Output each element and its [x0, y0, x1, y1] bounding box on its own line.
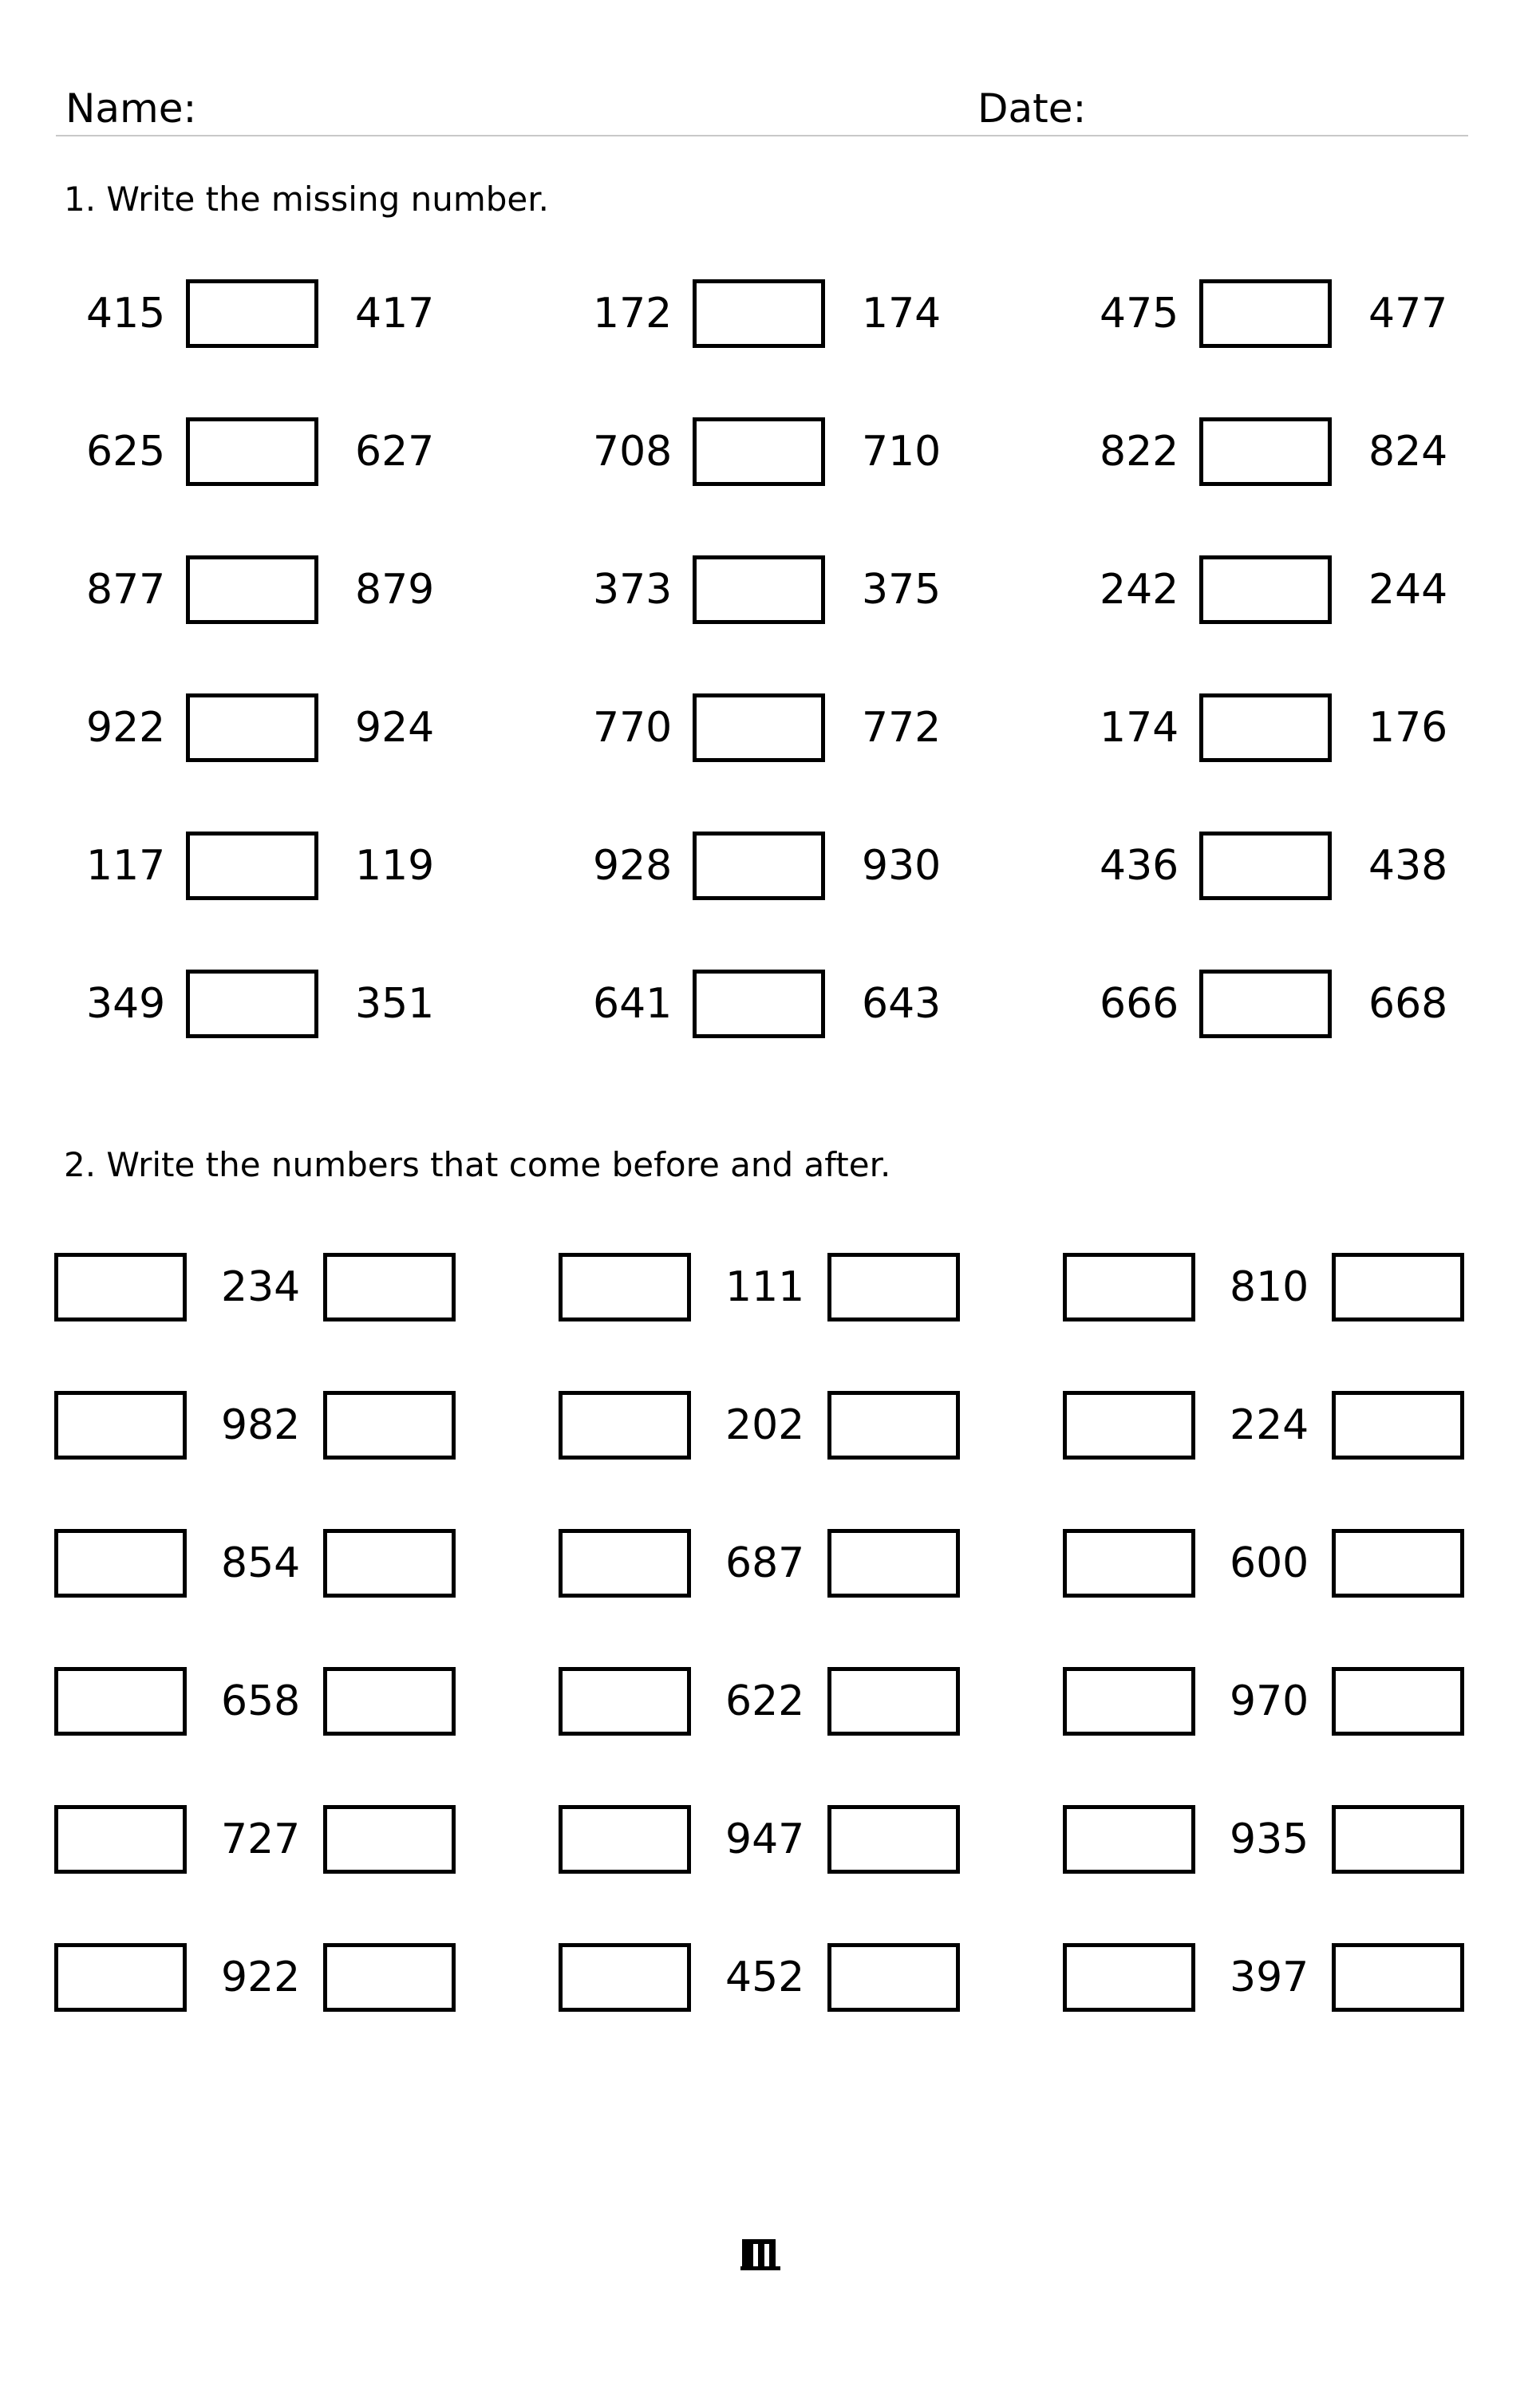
- after-number-box[interactable]: [827, 1805, 960, 1874]
- number-after: 477: [1368, 290, 1448, 338]
- number-before: 373: [593, 566, 673, 614]
- number-after: 417: [355, 290, 435, 338]
- before-number-box[interactable]: [54, 1943, 187, 2012]
- before-number-box[interactable]: [1063, 1529, 1195, 1598]
- given-number: 600: [1230, 1539, 1309, 1587]
- after-number-box[interactable]: [323, 1667, 456, 1736]
- before-number-box[interactable]: [54, 1805, 187, 1874]
- brand-logo-icon: [740, 2236, 780, 2271]
- missing-number-box[interactable]: [186, 832, 318, 900]
- number-after: 351: [355, 980, 435, 1028]
- number-after: 668: [1368, 980, 1448, 1028]
- given-number: 922: [221, 1954, 301, 2001]
- missing-number-box[interactable]: [1199, 417, 1332, 486]
- given-number: 970: [1230, 1677, 1309, 1725]
- given-number: 111: [725, 1263, 805, 1311]
- number-before: 349: [86, 980, 166, 1028]
- problem-row: [0, 1253, 1540, 1329]
- number-before: 641: [593, 980, 673, 1028]
- before-number-box[interactable]: [1063, 1943, 1195, 2012]
- given-number: 397: [1230, 1954, 1309, 2001]
- number-before: 242: [1100, 566, 1179, 614]
- problem-row: [0, 1805, 1540, 1882]
- before-number-box[interactable]: [559, 1529, 691, 1598]
- number-before: 708: [593, 428, 673, 476]
- problem-row: [0, 555, 1540, 632]
- after-number-box[interactable]: [1332, 1667, 1464, 1736]
- number-after: 119: [355, 842, 435, 890]
- after-number-box[interactable]: [1332, 1805, 1464, 1874]
- number-after: 772: [862, 704, 942, 752]
- missing-number-box[interactable]: [1199, 279, 1332, 348]
- number-before: 770: [593, 704, 673, 752]
- missing-number-box[interactable]: [186, 970, 318, 1038]
- header-divider: [56, 135, 1468, 136]
- before-number-box[interactable]: [54, 1667, 187, 1736]
- number-after: 824: [1368, 428, 1448, 476]
- after-number-box[interactable]: [323, 1943, 456, 2012]
- missing-number-box[interactable]: [186, 555, 318, 624]
- missing-number-box[interactable]: [1199, 555, 1332, 624]
- after-number-box[interactable]: [1332, 1253, 1464, 1321]
- missing-number-box[interactable]: [1199, 832, 1332, 900]
- after-number-box[interactable]: [827, 1253, 960, 1321]
- before-number-box[interactable]: [54, 1529, 187, 1598]
- before-number-box[interactable]: [559, 1667, 691, 1736]
- before-number-box[interactable]: [1063, 1667, 1195, 1736]
- number-after: 438: [1368, 842, 1448, 890]
- missing-number-box[interactable]: [693, 970, 825, 1038]
- given-number: 234: [221, 1263, 301, 1311]
- date-label: Date:: [977, 85, 1087, 132]
- before-number-box[interactable]: [559, 1253, 691, 1321]
- before-number-box[interactable]: [54, 1391, 187, 1460]
- after-number-box[interactable]: [323, 1253, 456, 1321]
- given-number: 202: [725, 1401, 805, 1449]
- missing-number-box[interactable]: [1199, 970, 1332, 1038]
- before-number-box[interactable]: [559, 1943, 691, 2012]
- problem-row: [0, 970, 1540, 1046]
- problem-row: [0, 693, 1540, 770]
- name-label: Name:: [65, 85, 197, 132]
- given-number: 854: [221, 1539, 301, 1587]
- before-number-box[interactable]: [1063, 1391, 1195, 1460]
- given-number: 947: [725, 1815, 805, 1863]
- number-before: 822: [1100, 428, 1179, 476]
- problem-row: [0, 1529, 1540, 1606]
- after-number-box[interactable]: [323, 1529, 456, 1598]
- after-number-box[interactable]: [827, 1667, 960, 1736]
- given-number: 452: [725, 1954, 805, 2001]
- given-number: 982: [221, 1401, 301, 1449]
- given-number: 622: [725, 1677, 805, 1725]
- number-after: 627: [355, 428, 435, 476]
- number-after: 174: [862, 290, 942, 338]
- number-after: 643: [862, 980, 942, 1028]
- missing-number-box[interactable]: [1199, 693, 1332, 762]
- after-number-box[interactable]: [1332, 1943, 1464, 2012]
- number-after: 710: [862, 428, 942, 476]
- problem-row: [0, 279, 1540, 356]
- after-number-box[interactable]: [1332, 1529, 1464, 1598]
- after-number-box[interactable]: [827, 1391, 960, 1460]
- given-number: 935: [1230, 1815, 1309, 1863]
- number-before: 877: [86, 566, 166, 614]
- number-before: 928: [593, 842, 673, 890]
- number-after: 244: [1368, 566, 1448, 614]
- number-after: 176: [1368, 704, 1448, 752]
- number-before: 415: [86, 290, 166, 338]
- before-number-box[interactable]: [559, 1391, 691, 1460]
- before-number-box[interactable]: [559, 1805, 691, 1874]
- number-before: 666: [1100, 980, 1179, 1028]
- number-before: 174: [1100, 704, 1179, 752]
- section-1-title: 1. Write the missing number.: [64, 180, 549, 219]
- given-number: 687: [725, 1539, 805, 1587]
- given-number: 224: [1230, 1401, 1309, 1449]
- missing-number-box[interactable]: [693, 279, 825, 348]
- number-before: 436: [1100, 842, 1179, 890]
- number-after: 930: [862, 842, 942, 890]
- missing-number-box[interactable]: [186, 693, 318, 762]
- number-before: 117: [86, 842, 166, 890]
- given-number: 658: [221, 1677, 301, 1725]
- problem-row: [0, 1667, 1540, 1744]
- problem-row: [0, 832, 1540, 908]
- worksheet-header: [56, 0, 1468, 137]
- number-before: 625: [86, 428, 166, 476]
- number-before: 172: [593, 290, 673, 338]
- problem-row: [0, 417, 1540, 494]
- missing-number-box[interactable]: [693, 832, 825, 900]
- number-after: 879: [355, 566, 435, 614]
- number-before: 922: [86, 704, 166, 752]
- number-after: 375: [862, 566, 942, 614]
- section-2-title: 2. Write the numbers that come before and after.: [64, 1145, 891, 1184]
- given-number: 727: [221, 1815, 301, 1863]
- after-number-box[interactable]: [323, 1805, 456, 1874]
- after-number-box[interactable]: [827, 1529, 960, 1598]
- before-number-box[interactable]: [1063, 1805, 1195, 1874]
- missing-number-box[interactable]: [693, 417, 825, 486]
- missing-number-box[interactable]: [693, 693, 825, 762]
- missing-number-box[interactable]: [186, 417, 318, 486]
- problem-row: [0, 1943, 1540, 2020]
- missing-number-box[interactable]: [693, 555, 825, 624]
- before-number-box[interactable]: [54, 1253, 187, 1321]
- number-before: 475: [1100, 290, 1179, 338]
- after-number-box[interactable]: [323, 1391, 456, 1460]
- given-number: 810: [1230, 1263, 1309, 1311]
- before-number-box[interactable]: [1063, 1253, 1195, 1321]
- number-after: 924: [355, 704, 435, 752]
- after-number-box[interactable]: [1332, 1391, 1464, 1460]
- missing-number-box[interactable]: [186, 279, 318, 348]
- problem-row: [0, 1391, 1540, 1468]
- after-number-box[interactable]: [827, 1943, 960, 2012]
